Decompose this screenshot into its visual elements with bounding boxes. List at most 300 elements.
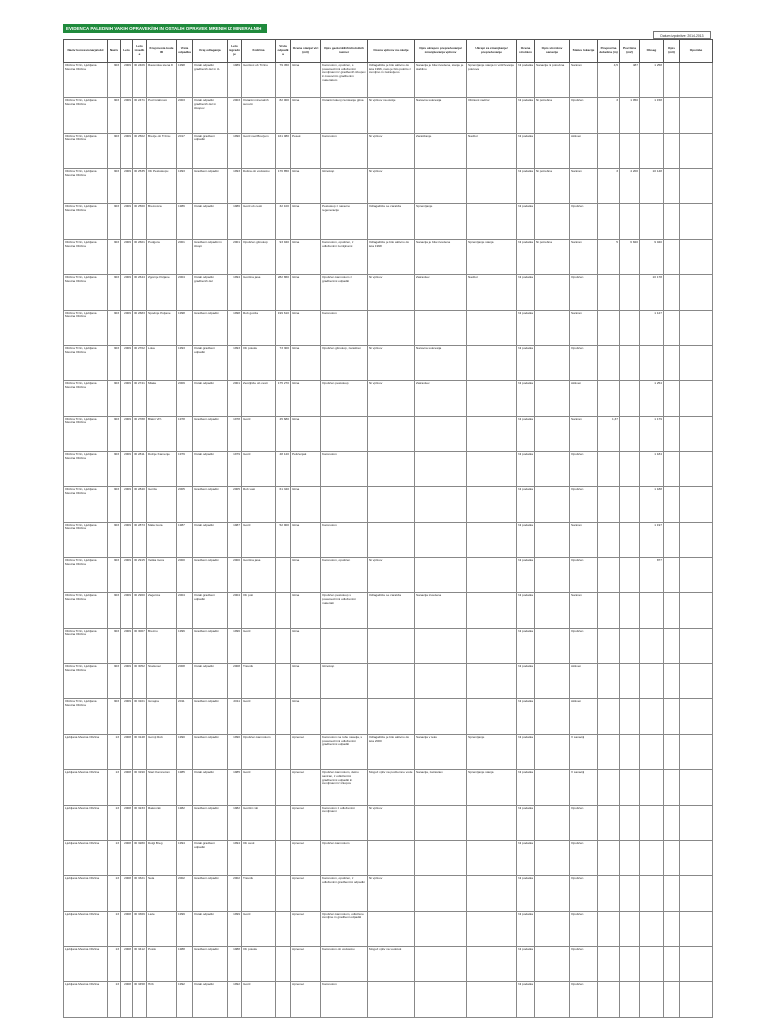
table-cell <box>467 204 517 239</box>
table-cell <box>598 946 620 981</box>
table-cell <box>121 451 133 486</box>
table-cell <box>535 911 570 946</box>
table-cell <box>276 169 291 204</box>
cell-text: 303 <box>113 382 119 386</box>
table-cell <box>517 946 535 981</box>
table-cell <box>121 876 133 911</box>
table-cell <box>570 133 598 168</box>
cell-text: 13 <box>115 806 119 810</box>
table-cell <box>517 876 535 911</box>
cell-text: 1988 <box>178 947 185 951</box>
table-cell <box>517 593 535 628</box>
table-cell <box>321 133 368 168</box>
cell-text: ID 3190 <box>134 771 145 775</box>
column-header: Vrsta odpadka <box>177 40 193 63</box>
cell-text: Ni potrebna <box>536 170 552 174</box>
table-cell <box>535 628 570 663</box>
table-cell <box>620 593 640 628</box>
cell-text: 2001 <box>233 240 240 244</box>
cell-text: Ni podatka <box>518 735 533 739</box>
table-cell <box>291 98 321 133</box>
column-header: Opis stroškov sanacije <box>535 40 570 63</box>
cell-text: Občina Trzin, Ljubljana Mestna Občina <box>65 170 97 177</box>
cell-text: Opuščen <box>571 912 584 916</box>
cell-text: Ni podatka <box>518 559 533 563</box>
table-cell <box>535 381 570 416</box>
cell-text: Ni potrebna <box>536 240 552 244</box>
cell-text: Ljubljana Mestna Občina <box>65 912 100 916</box>
table-cell <box>147 487 177 522</box>
cell-text: 1996 <box>233 629 240 633</box>
table-cell <box>276 63 291 98</box>
table-cell <box>177 770 193 805</box>
table-cell <box>147 876 177 911</box>
table-cell <box>121 982 133 1017</box>
cell-text: Opuščen <box>571 99 584 103</box>
column-header: Vrsta odpadka <box>276 40 291 63</box>
table-cell <box>517 381 535 416</box>
cell-text: Travnik <box>243 877 254 881</box>
cell-text: Glina <box>292 346 300 350</box>
table-cell <box>321 169 368 204</box>
table-cell <box>242 451 276 486</box>
table-cell <box>570 628 598 663</box>
table-cell <box>321 522 368 557</box>
table-cell <box>193 487 228 522</box>
cell-text: Glina <box>292 594 300 598</box>
table-cell <box>620 133 640 168</box>
table-cell <box>620 451 640 486</box>
table-cell <box>108 522 121 557</box>
table-cell <box>242 98 276 133</box>
table-cell <box>242 628 276 663</box>
cell-text: Ljubljana Mestna Občina <box>65 771 100 775</box>
table-cell <box>177 664 193 699</box>
table-cell <box>535 487 570 522</box>
table-cell <box>517 204 535 239</box>
cell-text: 1994 <box>233 276 240 280</box>
table-cell <box>147 593 177 628</box>
cell-text: ID 2873 <box>134 523 145 527</box>
table-cell <box>276 381 291 416</box>
table-cell <box>291 487 321 522</box>
table-cell <box>242 982 276 1017</box>
table-cell <box>121 770 133 805</box>
table-cell <box>133 840 147 875</box>
table-cell <box>276 664 291 699</box>
cell-text: Opuščen <box>571 346 584 350</box>
table-cell <box>598 522 620 557</box>
cell-text: 13 <box>115 735 119 739</box>
cell-text: 303 <box>113 134 119 138</box>
table-cell <box>368 911 415 946</box>
table-cell <box>177 310 193 345</box>
table-cell <box>242 63 276 98</box>
table-cell <box>535 133 570 168</box>
table-cell <box>147 381 177 416</box>
table-cell <box>242 840 276 875</box>
table-cell <box>664 451 680 486</box>
table-cell <box>517 239 535 274</box>
table-cell <box>415 381 467 416</box>
column-header: Kraj odlaganja <box>193 40 228 63</box>
table-cell <box>415 699 467 734</box>
cell-text: 1,37 <box>611 417 618 421</box>
table-cell <box>620 487 640 522</box>
table-cell <box>640 664 664 699</box>
table-cell <box>570 876 598 911</box>
table-cell <box>276 876 291 911</box>
cell-text: 175 270 <box>277 382 289 386</box>
table-cell <box>368 63 415 98</box>
table-cell <box>415 840 467 875</box>
table-cell <box>415 876 467 911</box>
table-cell <box>570 275 598 310</box>
table-cell <box>177 345 193 380</box>
cell-text: 93 940 <box>279 240 289 244</box>
table-cell <box>598 664 620 699</box>
cell-text: Glina <box>292 205 300 209</box>
table-cell <box>368 699 415 734</box>
table-cell <box>147 734 177 769</box>
table-cell <box>368 628 415 663</box>
table-cell <box>291 982 321 1017</box>
table-cell <box>467 840 517 875</box>
table-cell <box>620 628 640 663</box>
table-cell <box>276 522 291 557</box>
cell-text: 2009 <box>124 276 131 280</box>
table-cell <box>121 593 133 628</box>
table-cell <box>535 239 570 274</box>
cell-text: Gozd <box>243 417 251 421</box>
table-cell <box>535 805 570 840</box>
table-cell <box>517 628 535 663</box>
table-cell <box>133 487 147 522</box>
table-cell <box>108 345 121 380</box>
table-cell <box>535 416 570 451</box>
cell-text: Občina Trzin, Ljubljana Mestna Občina <box>65 276 97 283</box>
cell-text: Brezovica <box>148 205 162 209</box>
table-cell <box>640 63 664 98</box>
column-header: Leto izgradnje <box>228 40 242 63</box>
cell-text: Ni vplivov <box>369 877 383 881</box>
cell-text: Apnenec <box>292 806 305 810</box>
table-cell <box>664 98 680 133</box>
table-cell <box>276 911 291 946</box>
table-cell <box>664 522 680 557</box>
cell-text: 13 <box>115 841 119 845</box>
table-cell <box>177 840 193 875</box>
cell-text: Gozdni rob <box>243 806 259 810</box>
table-cell <box>291 593 321 628</box>
table-cell <box>517 664 535 699</box>
cell-text: Ni podatka <box>518 877 533 881</box>
cell-text: 1993 <box>233 346 240 350</box>
table-cell <box>64 911 108 946</box>
table-cell <box>228 805 242 840</box>
cell-text: 13 <box>115 983 119 987</box>
cell-text: 2001 <box>178 240 185 244</box>
cell-text: ID 2960 <box>134 594 145 598</box>
table-cell <box>620 275 640 310</box>
table-cell <box>368 381 415 416</box>
cell-text: Naravna sukcesija <box>416 346 442 350</box>
cell-text: ID 3148 <box>134 735 145 739</box>
cell-text: Aktiven <box>571 382 582 386</box>
cell-text: 13 <box>115 912 119 916</box>
table-cell <box>147 239 177 274</box>
cell-text: Gmajna <box>148 700 159 704</box>
table-cell <box>147 416 177 451</box>
table-cell <box>535 840 570 875</box>
table-cell <box>467 275 517 310</box>
cell-text: Občina Trzin, Ljubljana Mestna Občina <box>65 346 97 354</box>
cell-text: Gradbeni odpadki <box>194 170 219 174</box>
cell-text: Gradbeni odpadki <box>194 629 219 633</box>
table-cell <box>193 982 228 1017</box>
cell-text: ID 2741 <box>134 382 145 386</box>
cell-text: Ni vplivov <box>369 382 383 386</box>
table-cell <box>467 734 517 769</box>
table-cell <box>133 345 147 380</box>
table-cell <box>535 275 570 310</box>
cell-text: Glina <box>292 240 300 244</box>
table-cell <box>368 982 415 1017</box>
cell-text: 2002 <box>178 877 185 881</box>
table-cell <box>598 593 620 628</box>
table-cell <box>415 664 467 699</box>
table-cell <box>242 522 276 557</box>
cell-text: 487 <box>632 64 638 67</box>
table-cell <box>680 63 713 98</box>
table-cell <box>467 770 517 805</box>
table-cell <box>415 558 467 593</box>
cell-text: 2009 <box>124 240 131 244</box>
table-cell <box>570 558 598 593</box>
table-cell <box>228 451 242 486</box>
cell-text: Opuščen <box>571 276 584 280</box>
table-cell <box>108 204 121 239</box>
cell-text: 1979 <box>233 452 240 456</box>
cell-text: 303 <box>113 452 119 456</box>
cell-text: Apnenec <box>292 947 305 951</box>
table-cell <box>193 133 228 168</box>
table-cell <box>108 558 121 593</box>
cell-text: Sanacija je bila izvedena, stanje je stabilno <box>416 64 464 71</box>
cell-text: 6 820 <box>630 240 638 244</box>
cell-text: Kamnolom <box>322 983 337 987</box>
table-cell <box>291 63 321 98</box>
table-cell <box>121 204 133 239</box>
cell-text: Sela <box>148 877 155 881</box>
cell-text: Občina Trzin, Ljubljana Mestna Občina <box>65 488 97 496</box>
table-cell <box>133 416 147 451</box>
cell-text: 2009 <box>124 205 131 209</box>
cell-text: 2004 <box>178 594 185 598</box>
table-cell <box>415 133 467 168</box>
table-row <box>64 734 713 769</box>
cell-text: 303 <box>113 99 119 103</box>
column-header: Kraj mesta kode ID <box>147 40 177 63</box>
table-cell <box>228 840 242 875</box>
table-cell <box>535 98 570 133</box>
table-cell <box>321 982 368 1017</box>
table-cell <box>598 699 620 734</box>
cell-text: Spremljanje stanja in vzdrževanje pokrova <box>468 64 515 71</box>
table-cell <box>535 770 570 805</box>
cell-text: 1990 <box>178 735 185 739</box>
table-cell <box>640 911 664 946</box>
cell-text: 1992 <box>233 983 240 987</box>
table-cell <box>121 558 133 593</box>
table-cell <box>108 840 121 875</box>
cell-text: Spodnje Poljane <box>148 311 171 315</box>
cell-text: 1990 <box>233 735 240 739</box>
cell-text: 79 450 <box>279 64 289 67</box>
table-cell <box>291 416 321 451</box>
table-cell <box>640 133 664 168</box>
cell-text: ID 2560 <box>134 205 145 209</box>
table-cell <box>133 63 147 98</box>
cell-text: Ni podatka <box>518 806 533 810</box>
column-header: Opis geoloških/hidroloških razmer <box>321 40 368 63</box>
table-cell <box>108 982 121 1017</box>
table-cell <box>108 169 121 204</box>
cell-text: Gozdna jasa <box>243 559 261 563</box>
cell-text: Občina Trzin, Ljubljana Mestna Občina <box>65 382 97 389</box>
table-cell <box>321 946 368 981</box>
table-cell <box>415 239 467 274</box>
cell-text: Ni vplivov <box>369 346 383 350</box>
table-row <box>64 169 713 204</box>
table-cell <box>321 840 368 875</box>
cell-text: Ostali gradbeni odpadki <box>194 346 215 354</box>
table-cell <box>228 522 242 557</box>
table-cell <box>291 204 321 239</box>
cell-text: Opuščen glinokop, zaraščen <box>322 346 362 350</box>
cell-text: 303 <box>113 417 119 421</box>
table-cell <box>535 876 570 911</box>
cell-text: Zgornje Poljane <box>148 276 170 280</box>
cell-text: Apnenec <box>292 771 305 775</box>
cell-text: 303 <box>113 346 119 350</box>
table-cell <box>276 416 291 451</box>
table-cell <box>177 133 193 168</box>
table-cell <box>228 416 242 451</box>
cell-text: Stari Kamnolom <box>148 771 171 775</box>
table-cell <box>121 275 133 310</box>
column-header: Povprečna debelina (m) <box>598 40 620 63</box>
cell-text: Zemljišče ob cesti <box>243 382 268 386</box>
table-cell <box>640 628 664 663</box>
table-cell <box>242 558 276 593</box>
table-cell <box>291 169 321 204</box>
table-cell <box>228 133 242 168</box>
table-cell <box>242 946 276 981</box>
cell-text: Ostali odpadki <box>194 523 214 527</box>
cell-text: 3 <box>616 170 618 174</box>
table-cell <box>598 628 620 663</box>
table-body <box>64 63 713 1018</box>
cell-text: 1978 <box>178 417 185 421</box>
table-cell <box>517 169 535 204</box>
table-cell <box>467 133 517 168</box>
cell-text: 2005 <box>233 488 240 492</box>
cell-text: Ostali odpadki <box>194 983 214 987</box>
cell-text: Opuščen <box>571 841 584 845</box>
column-header: Ocena vplivov na okolje <box>368 40 415 63</box>
cell-text: Gozdna jasa <box>243 276 261 280</box>
table-cell <box>517 699 535 734</box>
table-cell <box>620 699 640 734</box>
cell-text: Ostali gradbeni odpadki <box>194 594 215 602</box>
cell-text: 2009 <box>124 594 131 598</box>
table-cell <box>108 734 121 769</box>
table-cell <box>64 664 108 699</box>
table-cell <box>598 275 620 310</box>
table-cell <box>570 381 598 416</box>
cell-text: 2004 <box>178 276 185 280</box>
cell-text: Ni podatka <box>518 523 533 527</box>
cell-text: Kamnolom <box>322 523 337 527</box>
cell-text: Opuščen <box>571 488 584 492</box>
register-table <box>63 39 713 1018</box>
table-cell <box>680 840 713 875</box>
cell-text: 1999 <box>233 912 240 916</box>
table-cell <box>640 699 664 734</box>
cell-text: ID 2683 <box>134 311 145 315</box>
cell-text: Gozd ob cesti <box>243 205 262 209</box>
cell-text: Gozd <box>243 983 251 987</box>
table-cell <box>415 310 467 345</box>
table-cell <box>108 275 121 310</box>
table-cell <box>228 310 242 345</box>
cell-text: Mogoč vpliv na vodotok <box>369 947 402 951</box>
cell-text: Občina Trzin, Ljubljana Mestna Občina <box>65 134 97 142</box>
cell-text: 1 127 <box>654 311 662 315</box>
cell-text: Saniran <box>571 170 582 174</box>
cell-text: 61 340 <box>279 488 289 492</box>
cell-text: 1994 <box>178 841 185 845</box>
cell-text: Ni podatka <box>518 452 533 456</box>
table-cell <box>620 805 640 840</box>
table-cell <box>517 770 535 805</box>
table-cell <box>640 381 664 416</box>
cell-text: 2003 <box>233 99 240 103</box>
table-cell <box>177 416 193 451</box>
table-cell <box>228 239 242 274</box>
column-header: Obseg <box>640 40 664 63</box>
cell-text: 1988 <box>233 947 240 951</box>
cell-text: 2008 <box>124 841 131 845</box>
table-cell <box>121 734 133 769</box>
table-cell <box>242 204 276 239</box>
table-cell <box>177 946 193 981</box>
table-cell <box>133 982 147 1017</box>
table-cell <box>133 805 147 840</box>
table-cell <box>228 946 242 981</box>
table-cell <box>147 558 177 593</box>
cell-text: Blatni Vrh <box>148 417 162 421</box>
table-row <box>64 204 713 239</box>
table-cell <box>620 876 640 911</box>
table-cell <box>64 275 108 310</box>
table-cell <box>177 699 193 734</box>
cell-text: 2009 <box>124 665 131 669</box>
table-cell <box>64 239 108 274</box>
table-cell <box>598 805 620 840</box>
table-cell <box>193 416 228 451</box>
